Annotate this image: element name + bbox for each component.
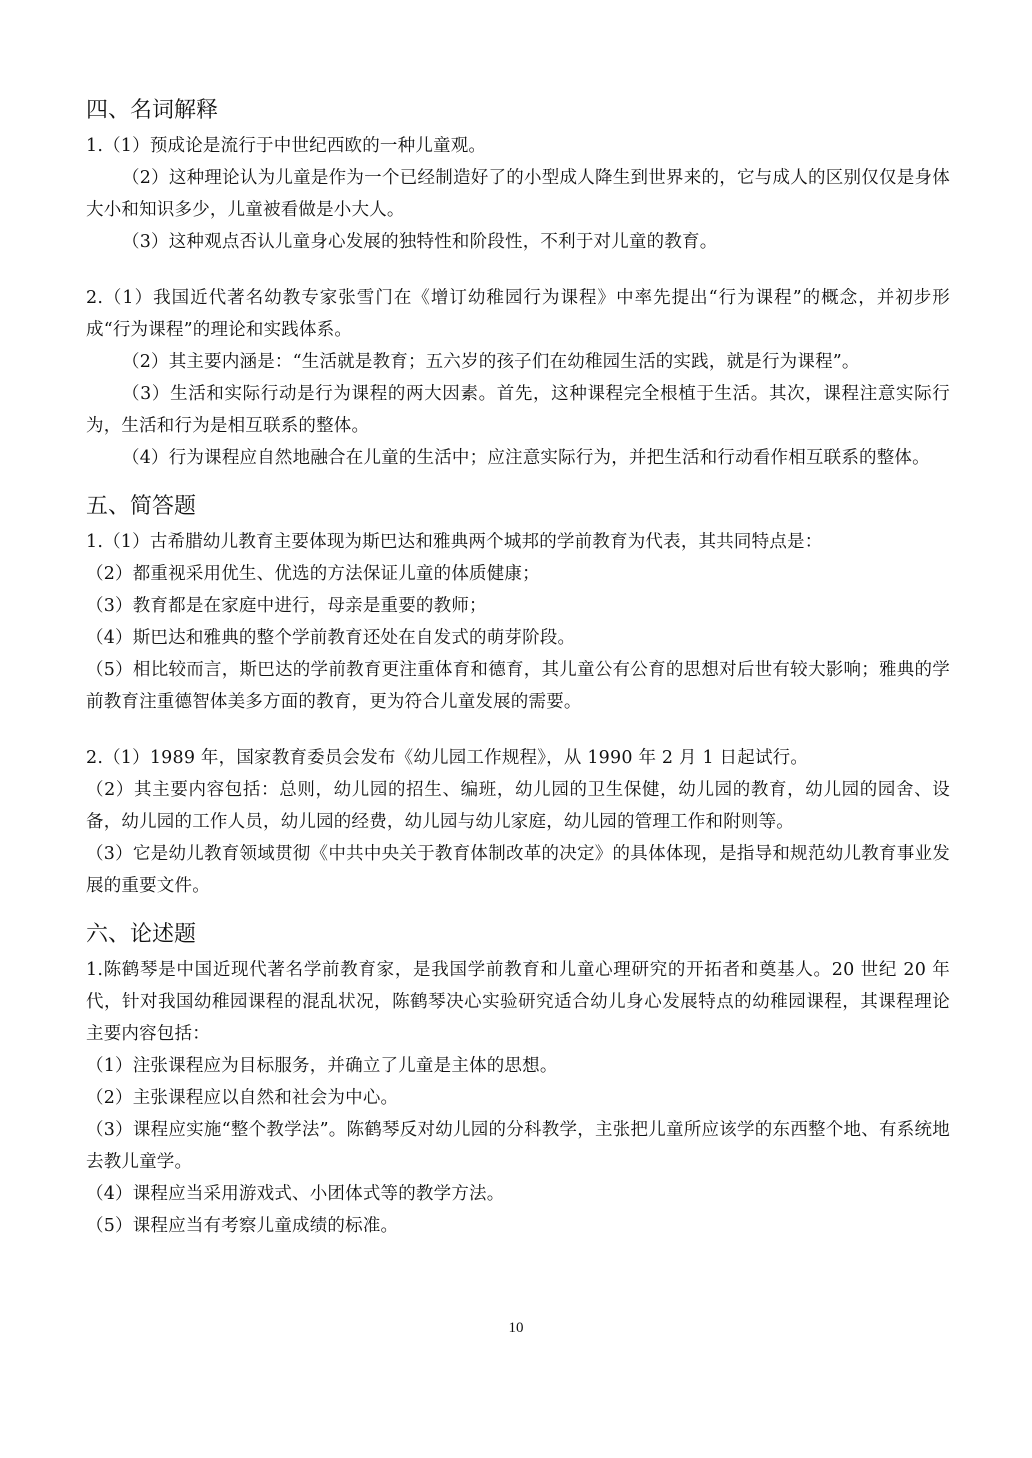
paragraph: （5）相比较而言，斯巴达的学前教育更注重体育和德育，其儿童公有公育的思想对后世有较大影响；雅典的学前教育注重德智体美多方面的教育，更为符合儿童发展的需要。 bbox=[86, 660, 950, 712]
section-heading-essay: 六、论述题 bbox=[86, 922, 197, 947]
paragraph: （3）教育都是在家庭中进行，母亲是重要的教师； bbox=[86, 596, 487, 616]
paragraph: 1.陈鹤琴是中国近现代著名学前教育家，是我国学前教育和儿童心理研究的开拓者和奠基人。20 世纪 20 年代，针对我国幼稚园课程的混乱状况，陈鹤琴决心实验研究适合幼儿身心发展特点的幼稚园课程，其课程理论主要内容包括： bbox=[86, 960, 950, 1044]
paragraph: （2）其主要内容包括：总则，幼儿园的招生、编班，幼儿园的卫生保健，幼儿园的教育，幼儿园的园舍、设备，幼儿园的工作人员，幼儿园的经费，幼儿园与幼儿家庭，幼儿园的管理工作和附则等。 bbox=[86, 780, 950, 832]
paragraph: 1.（1）预成论是流行于中世纪西欧的一种儿童观。 bbox=[86, 136, 487, 156]
paragraph: 2.（1）我国近代著名幼教专家张雪门在《增订幼稚园行为课程》中率先提出“行为课程”的概念，并初步形成“行为课程”的理论和实践体系。 bbox=[86, 288, 950, 340]
paragraph: 1.（1）古希腊幼儿教育主要体现为斯巴达和雅典两个城邦的学前教育为代表，其共同特点是： bbox=[86, 532, 823, 552]
paragraph: （5）课程应当有考察儿童成绩的标准。 bbox=[86, 1216, 399, 1236]
section-heading-short-answer: 五、简答题 bbox=[86, 494, 197, 519]
paragraph: （4）斯巴达和雅典的整个学前教育还处在自发式的萌芽阶段。 bbox=[86, 628, 576, 648]
spacer bbox=[86, 258, 950, 282]
paragraph: （3）这种观点否认儿童身心发展的独特性和阶段性，不利于对儿童的教育。 bbox=[122, 232, 718, 252]
paragraph: （1）注张课程应为目标服务，并确立了儿童是主体的思想。 bbox=[86, 1056, 558, 1076]
spacer bbox=[86, 902, 950, 920]
paragraph: （2）主张课程应以自然和社会为中心。 bbox=[86, 1088, 399, 1108]
paragraph: （4）行为课程应自然地融合在儿童的生活中；应注意实际行为，并把生活和行动看作相互联系的整体。 bbox=[122, 448, 930, 468]
paragraph: （4）课程应当采用游戏式、小团体式等的教学方法。 bbox=[86, 1184, 505, 1204]
spacer bbox=[86, 474, 950, 492]
paragraph: （3）它是幼儿教育领域贯彻《中共中央关于教育体制改革的决定》的具体体现，是指导和规范幼儿教育事业发展的重要文件。 bbox=[86, 844, 950, 896]
paragraph: （2）这种理论认为儿童是作为一个已经制造好了的小型成人降生到世界来的，它与成人的区别仅仅是身体大小和知识多少，儿童被看做是小大人。 bbox=[86, 168, 950, 220]
paragraph: （3）生活和实际行动是行为课程的两大因素。首先，这种课程完全根植于生活。其次，课程注意实际行为，生活和行为是相互联系的整体。 bbox=[86, 384, 950, 436]
paragraph: （3）课程应实施“整个教学法”。陈鹤琴反对幼儿园的分科教学，主张把儿童所应该学的东西整个地、有系统地去教儿童学。 bbox=[86, 1120, 950, 1172]
page-number: 10 bbox=[508, 1320, 524, 1336]
spacer bbox=[86, 718, 950, 742]
paragraph: 2.（1）1989 年，国家教育委员会发布《幼儿园工作规程》，从 1990 年 2 月 1 日起试行。 bbox=[86, 748, 809, 768]
paragraph: （2）都重视采用优生、优选的方法保证儿童的体质健康； bbox=[86, 564, 540, 584]
page-content bbox=[86, 96, 950, 1242]
section-heading-terms: 四、名词解释 bbox=[86, 98, 219, 123]
paragraph: （2）其主要内涵是：“生活就是教育；五六岁的孩子们在幼稚园生活的实践，就是行为课程”。 bbox=[122, 352, 860, 372]
